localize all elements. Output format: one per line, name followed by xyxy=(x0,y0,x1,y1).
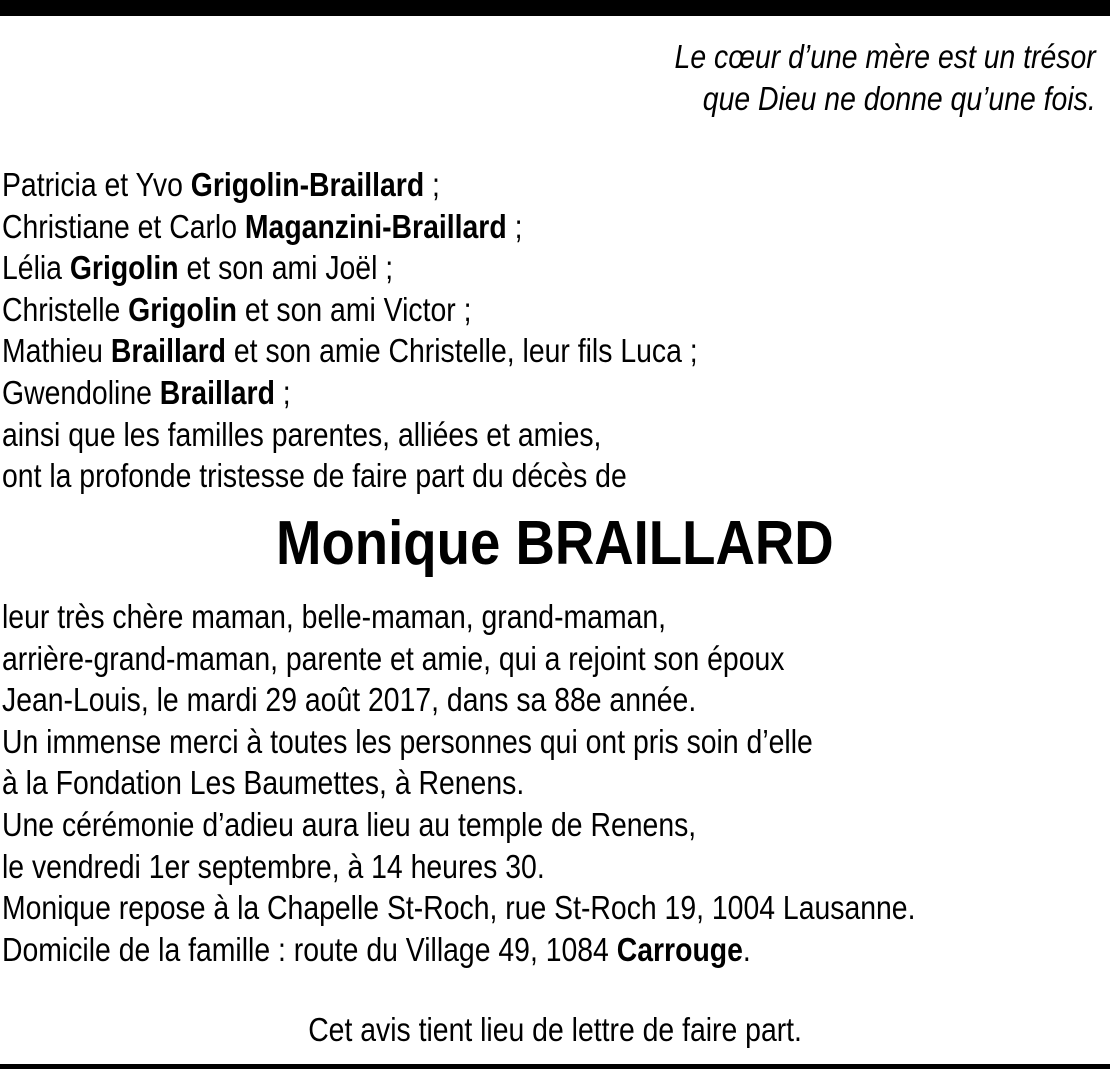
family-surname: Braillard xyxy=(159,373,275,411)
details-line: leur très chère maman, belle-maman, grand-maman, xyxy=(2,598,667,635)
family-surname: Grigolin-Braillard xyxy=(190,166,425,203)
details-line: Jean-Louis, le mardi 29 août 2017, dans sa 88e année. xyxy=(2,681,697,719)
details-line: à la Fondation Les Baumettes, à Renens. xyxy=(2,764,525,802)
epigraph-line: que Dieu ne donne qu’une fois. xyxy=(703,80,1096,117)
details-line: le vendredi 1er septembre, à 14 heures 30. xyxy=(2,847,545,885)
family-surname: Braillard xyxy=(110,332,227,370)
footer-note-text: Cet avis tient lieu de lettre de faire part. xyxy=(308,1011,802,1048)
details-text xyxy=(2,596,915,970)
epigraph-line: Le cœur d’une mère est un trésor xyxy=(674,38,1096,75)
details-line: Monique repose à la Chapelle St-Roch, rue St-Roch 19, 1004 Lausanne. xyxy=(2,889,916,927)
details-line: Une cérémonie d’adieu aura lieu au temple de Renens, xyxy=(2,805,697,843)
domicile-line: Domicile de la famille : route du Village 49, 1084 Carrouge. xyxy=(2,930,751,968)
family-list xyxy=(2,164,698,497)
footer-note xyxy=(0,1010,1110,1050)
family-surname: Grigolin xyxy=(128,290,237,328)
bottom-rule xyxy=(0,1064,1110,1069)
family-line: Christelle Grigolin et son ami Victor ; xyxy=(2,290,472,328)
family-line: Christiane et Carlo Maganzini-Braillard ; xyxy=(2,207,523,245)
domicile-place: Carrouge xyxy=(616,930,743,968)
intro-line: ainsi que les familles parentes, alliées et amies, xyxy=(2,415,602,453)
details-line: Un immense merci à toutes les personnes qui ont pris soin d’elle xyxy=(2,722,813,760)
family-surname: Maganzini-Braillard xyxy=(244,207,507,245)
deceased-name: Monique BRAILLARD xyxy=(276,509,834,578)
epigraph-quote xyxy=(675,36,1096,120)
intro-line: ont la profonde tristesse de faire part du décès de xyxy=(2,457,627,495)
family-line: Mathieu Braillard et son amie Christelle, leur fils Luca ; xyxy=(2,332,698,370)
family-surname: Grigolin xyxy=(69,249,179,287)
details-line: arrière-grand-maman, parente et amie, qui a rejoint son époux xyxy=(2,639,785,677)
top-rule xyxy=(0,0,1110,16)
family-line: Gwendoline Braillard ; xyxy=(2,373,291,411)
family-line: Lélia Grigolin et son ami Joël ; xyxy=(2,249,394,287)
family-line: Patricia et Yvo Grigolin-Braillard ; xyxy=(2,166,440,203)
deceased-name-heading xyxy=(0,508,1110,580)
